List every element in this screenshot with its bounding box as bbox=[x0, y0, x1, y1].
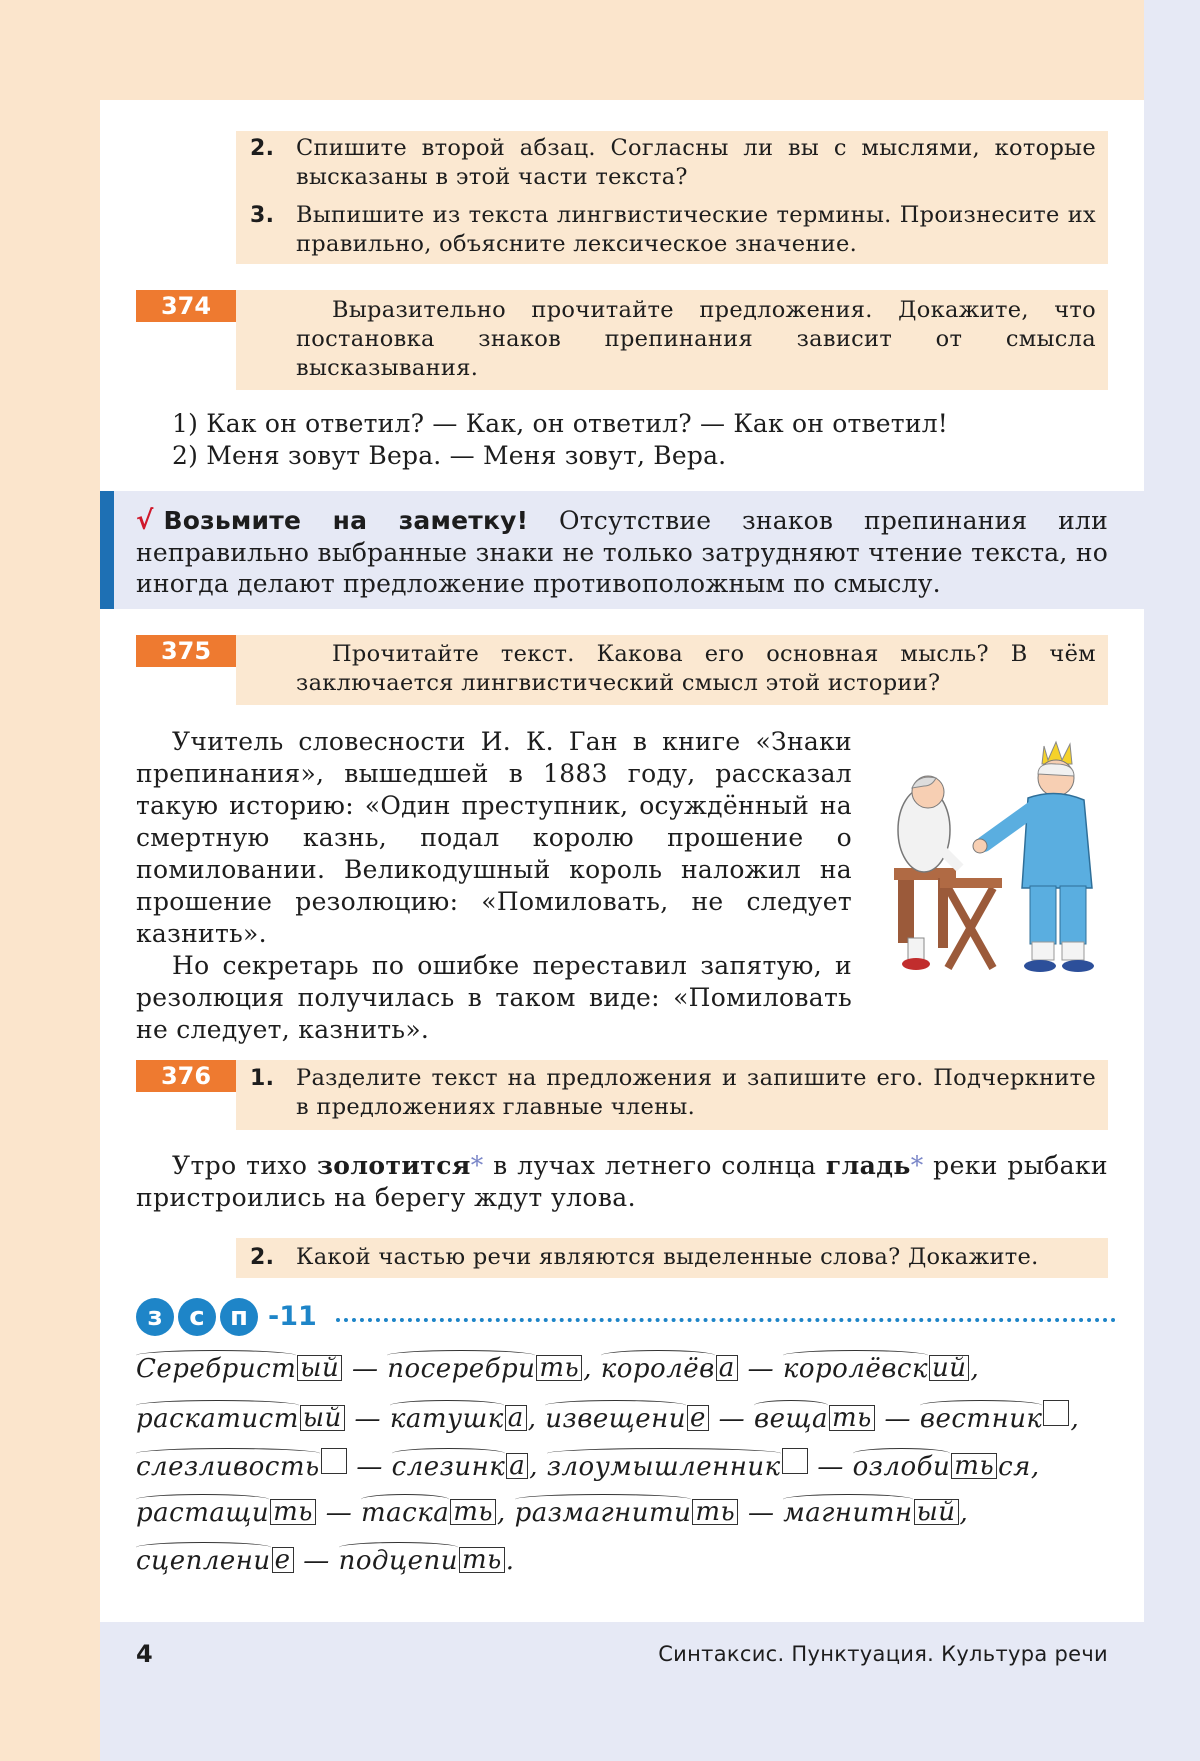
note-block bbox=[136, 505, 1108, 599]
word-stem: Серебрист bbox=[136, 1354, 297, 1384]
note-text: Отсутствие знаков препинания или неправильно выбранные знаки не только затрудняют чтение текста, но иногда делают предложение противоположным по смыслу. bbox=[136, 506, 1108, 598]
task-number: 3. bbox=[250, 203, 275, 228]
period: . bbox=[505, 1546, 515, 1576]
zsp-letter-circle: з bbox=[136, 1298, 174, 1336]
morpheme-line-4 bbox=[136, 1496, 1126, 1530]
word-ending: ый bbox=[914, 1499, 959, 1525]
word-stem: вестник bbox=[919, 1404, 1043, 1434]
asterisk: * bbox=[470, 1151, 484, 1180]
dash: — bbox=[347, 1452, 392, 1482]
dash: — bbox=[316, 1498, 361, 1528]
dash: — bbox=[739, 1498, 784, 1528]
word-stem: королёв bbox=[600, 1354, 715, 1384]
comma: , bbox=[1070, 1404, 1080, 1434]
comma: , bbox=[583, 1354, 601, 1384]
word-stem: таска bbox=[360, 1498, 450, 1528]
dash: — bbox=[875, 1404, 920, 1434]
zero-ending bbox=[782, 1448, 808, 1474]
exercise-label-375: 375 bbox=[136, 635, 236, 667]
word-stem: растащи bbox=[136, 1498, 270, 1528]
dash: — bbox=[738, 1354, 783, 1384]
morpheme-line-2 bbox=[136, 1400, 1126, 1436]
comma: , bbox=[497, 1498, 515, 1528]
word-stem: магнитн bbox=[783, 1498, 913, 1528]
king-and-secretary-illustration bbox=[888, 738, 1110, 986]
task-text: Какой частью речи являются выделенные слова? Докажите. bbox=[296, 1244, 1039, 1270]
task-number: 2. bbox=[250, 1245, 275, 1270]
dash: — bbox=[294, 1546, 339, 1576]
word-ending: ть bbox=[270, 1499, 316, 1525]
exercise-376-text bbox=[136, 1150, 1108, 1214]
highlighted-word: золотится bbox=[316, 1151, 471, 1180]
top-margin-band bbox=[0, 0, 1144, 100]
word-stem: катушк bbox=[389, 1404, 504, 1434]
word-stem: королёвск bbox=[782, 1354, 928, 1384]
sentence-part: в лучах летнего солнца bbox=[483, 1151, 826, 1180]
morpheme-line-3 bbox=[136, 1448, 1126, 1484]
word-ending: ть bbox=[829, 1405, 875, 1431]
word-stem: слезливость bbox=[136, 1452, 320, 1482]
zsp-letter-circle: п bbox=[220, 1298, 258, 1336]
word-stem: сцеплени bbox=[136, 1546, 271, 1576]
highlighted-word: гладь bbox=[825, 1151, 911, 1180]
word-stem: размагнити bbox=[514, 1498, 692, 1528]
zero-ending bbox=[321, 1448, 347, 1474]
dash: — bbox=[709, 1404, 754, 1434]
word-ending: ый bbox=[297, 1355, 342, 1381]
word-stem: подцепи bbox=[338, 1546, 458, 1576]
task-375 bbox=[296, 640, 1096, 698]
word-ending: ть bbox=[951, 1453, 997, 1479]
note-accent-bar bbox=[100, 491, 114, 609]
example-line-1: 1) Как он ответил? — Как, он ответил? — Как он ответил! bbox=[172, 409, 949, 438]
word-ending: е bbox=[687, 1405, 709, 1431]
task-text: Разделите текст на предложения и запишите его. Подчеркните в предложениях главные члены. bbox=[296, 1065, 1096, 1120]
word-stem: посеребри bbox=[387, 1354, 536, 1384]
story-text bbox=[136, 726, 852, 1046]
task-376-1 bbox=[250, 1064, 1096, 1122]
sentence-part: реки рыбаки пристроились на берегу ждут улова. bbox=[136, 1151, 1108, 1212]
word-ending: ый bbox=[300, 1405, 345, 1431]
exercise-label-374: 374 bbox=[136, 290, 236, 322]
task-3-top bbox=[250, 201, 1096, 259]
comma: , bbox=[527, 1404, 546, 1434]
task-text: Выпишите из текста лингвистические термины. Произнесите их правильно, объясните лексическое значение. bbox=[296, 202, 1096, 257]
morpheme-line-1 bbox=[136, 1352, 1126, 1386]
task-number: 1. bbox=[250, 1066, 275, 1091]
task-2-top bbox=[250, 134, 1096, 192]
section-title: Синтаксис. Пунктуация. Культура речи bbox=[658, 1642, 1108, 1666]
word-ending: ий bbox=[929, 1355, 970, 1381]
task-376-2 bbox=[250, 1243, 1096, 1272]
word-stem: слезинк bbox=[391, 1452, 506, 1482]
story-paragraph-1: Учитель словесности И. К. Ган в книге «Знаки препинания», вышедшей в 1883 году, рассказал такую историю: «Один преступник, осуждённый на смертную казнь, подал королю прошение о помиловании. Великодушный король наложил на прошение резолюцию: «Помиловать, не следует казнить». bbox=[136, 727, 852, 948]
left-margin-band bbox=[0, 0, 100, 1761]
word-ending: ть bbox=[536, 1355, 582, 1381]
word-ending: ть bbox=[459, 1547, 505, 1573]
word-ending: ть bbox=[450, 1499, 496, 1525]
note-heading: Возьмите на заметку! bbox=[163, 506, 529, 535]
word-ending: а bbox=[716, 1355, 738, 1381]
word-ending: а bbox=[506, 1453, 528, 1479]
word-stem: раскатист bbox=[136, 1404, 299, 1434]
zsp-header bbox=[136, 1298, 1116, 1338]
word-stem: злоумышленник bbox=[546, 1452, 781, 1482]
morpheme-line-5 bbox=[136, 1544, 1126, 1578]
task-text: Прочитайте текст. Какова его основная мысль? В чём заключается лингвистический смысл этой истории? bbox=[296, 641, 1096, 696]
comma: , bbox=[1030, 1452, 1040, 1482]
comma: , bbox=[970, 1354, 980, 1384]
word-ending: а bbox=[505, 1405, 527, 1431]
word-stem: веща bbox=[753, 1404, 828, 1434]
exercise-label-376: 376 bbox=[136, 1060, 236, 1092]
postfix: ся bbox=[998, 1452, 1031, 1482]
word-ending: ть bbox=[692, 1499, 738, 1525]
asterisk: * bbox=[910, 1151, 924, 1180]
comma: , bbox=[529, 1452, 547, 1482]
example-line-2: 2) Меня зовут Вера. — Меня зовут, Вера. bbox=[172, 441, 727, 470]
word-ending: е bbox=[272, 1547, 294, 1573]
dotted-divider bbox=[336, 1318, 1116, 1322]
sentence-part: Утро тихо bbox=[172, 1151, 317, 1180]
zsp-code: -11 bbox=[268, 1301, 317, 1332]
word-stem: извещени bbox=[545, 1404, 687, 1434]
right-margin-band bbox=[1144, 0, 1200, 1761]
story-paragraph-2: Но секретарь по ошибке переставил запятую, и резолюция получилась в таком виде: «Помиловать не следует, казнить». bbox=[136, 951, 852, 1044]
task-number: 2. bbox=[250, 136, 275, 161]
task-text: Спишите второй абзац. Согласны ли вы с мыслями, которые высказаны в этой части текста? bbox=[296, 135, 1096, 190]
zsp-letter-circle: с bbox=[178, 1298, 216, 1336]
check-icon: √ bbox=[136, 506, 154, 536]
dash: — bbox=[343, 1354, 388, 1384]
task-text: Выразительно прочитайте предложения. Докажите, что постановка знаков препинания зависит от смысла высказывания. bbox=[296, 297, 1096, 381]
zero-ending bbox=[1043, 1400, 1069, 1426]
word-stem: озлоби bbox=[852, 1452, 951, 1482]
page-number: 4 bbox=[136, 1640, 153, 1668]
task-374 bbox=[296, 296, 1096, 383]
dash: — bbox=[345, 1404, 390, 1434]
comma: , bbox=[959, 1498, 969, 1528]
dash: — bbox=[808, 1452, 853, 1482]
